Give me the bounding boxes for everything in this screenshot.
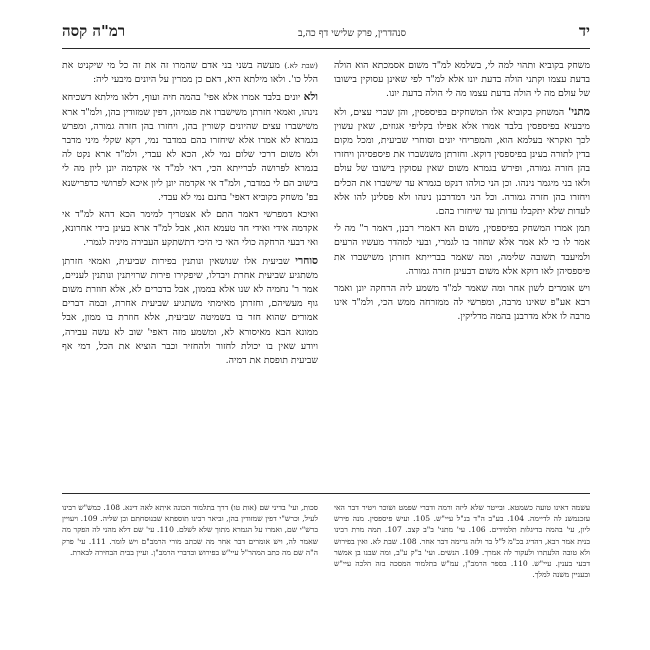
paragraph-text: ויש אומרים לשון אחר ומה שאמר למ"ד משמע ליה הרחקה יונן ואמר רבא אע"פ שאינו מרבה, ומפרשי לה ממזרחה ממש הכי, ולמ"ד אינו מרבה לו אלא מדרבנן בהמה מדליקין. [334,283,590,323]
paragraph [62,90,318,205]
paragraph-text: משחק בקוביא ותהוי למה לי, בשלמא למ"ד משום אסמכתא הוא הולה בדעת עצמו וקתני הולה בדעת יונו אלא למ"ד לפי שאינן עסוקין בישובו של עולם מה לי הולה בדעת עצמו מה לי הולה בדעת יונו. [334,60,590,100]
right-column [334,59,590,477]
paragraph-text: המשחק בקוביא אלו המשחקים בפיספסין, והן שברי עצים, ולא מיבעיא בפיספסין בלבד אמרו אלא אפילו בקליפי אגוזים, שאין עשוין לכך ואקראי בעלמא הוא, והמפריחי יונים וסוחרי שביעית, ומכל מקום בדין לתורה בעינן בפיספסין דוקא. וחזרתן משנשברו את פיספסיהן ויחזרו בהן חזרה גמורה, ופירש בגמרא משום שאין עסוקין בישובו של עולם ולאו בני מיגמר נינהו. וכן הני כולהו דנקט בגמרא עד שישברו את הכלים ויחזרו בהן חזרה גמורה. וכל הני דמדרבנן נינהו ולא פסלינן להו אלא לעדות שלא יתקבלו עדותן עד שיחזרו בהם. [334,106,590,218]
paragraph [334,105,590,220]
paragraph-text: ואיכא דמפרשי דאמר התם לא אצטריך למימר הכא דהא למ"ד אי אקדמה אידי ואידי חד טעמא הוא, אבל למ"ד ארא בעינן בידי אחרונא, ואי דבעי הרחקה כולי האי כי היכי דתשתקע העבירה מיניה לגמרי. [62,209,318,249]
page-reference: רמ"ה קסה [62,22,126,40]
page-header [62,22,590,49]
paragraph [334,222,590,279]
paragraph [62,254,318,369]
source-citation: (שבת לא.) [284,61,318,70]
paragraph [334,282,590,325]
lead-word: מתני' [567,105,590,118]
paragraph-text: יונים בלבד אמרו אלא אפי' בהמה חיה ועוף, דלאו מילתא דשכיחא נינהו, ואמאי חזרתן משישברו את פגמיהן, דפין שמזודין בהן, ולמ"ד ארא משישברו עצים שהיונים קשורין בהן, ויחזרו בהן חזרה גמורה, ומפרש בגמרא לא אמרו אלא שיחזרו בהם במדבר נמי, דקא שקלי מיני מדבר ולא משום דרכי שלום נמי לא, הכא לא עבדי, ולמ"ד ארא נקט לה בגמרא לפרושה לברייתא הכי, דאי למ"ד אי אקדמה יונן ליון מה לי בישוב הם לי במדבר, ולמ"ד אי אקדמה יונן ליון איכא לפרושי כדפרישנא בפ' משחק בקוביא דאפי' בחנם נמי לא עבדי. [62,92,318,203]
footnotes-left: סכות, ועי' בדיני שם (אות טו) דרך בתלמוד הכונה איתא לאה דינא. 108. כמש"ש רבינו לעיל, וכרש"י דפין שמזודין בהן, וביאר רבינו תוספתא שבנוסחתם ובן שליה. 109. ויעויין ברש"י שם, ואמרו על הגמרא מתוך שלא לשלם. 110. עי' שם דלא מהני לה הפקר מה שאמר לה, ויש אומרים דבר אחר מה שכתב מורי הרמב"ם ויש לומר. 111. עי' פרק ה"ה שם מה כתב המהר"ל עיי"ש בפירוש ובדברי הרמב"ן. ועיין בבית הבחירה לבארת. [62,503,319,557]
main-text [62,59,590,477]
paragraph-text: מעשה בשני בני אדם שהמרו זה את זה כל מי שיקניט את הלל כו'. ולאו מילתא היא, דאם כן ממרין על היונים מיבעי ליה: [62,60,318,86]
left-column [62,59,318,477]
running-title: סנהדרין, פרק שלישי דף כה,ב [297,28,406,39]
paragraph [62,208,318,251]
footnote-separator [62,493,590,494]
paragraph-text: תמן אמרו המשחק בפיספסין, משום הא דאמרי רבנן, דאמר ר" מה לי אמר לו כי לא אמר אלא שחוזר בו לגמרי, ובעי למהדר מעשיו הרעים ולמיעבד תשובה שלימה, ומה שאמר בברייתא חזרתן משישברו את פיספסיהן לאו דוקא אלא משום דבעינן חזרה גמורה. [334,223,590,277]
lead-word: סוחרי [295,254,318,267]
footnotes-right: עשמה דאינו טועה כשמטא. ובייטר שלא ליזה ורמה ודברי שפמט ושוכר ויטיר דבר האי עזכנמשנ לה לדיימה. 104. בע"ב ה"ד בנ"ל עיי"ש. 105. ועיש פיספסין. מנה פירש ליון, עי' בהמה בדיגלות תלמידים. 106. עי' מתני' ב"ב קצב. 107. תמה מרת רבינו בנית אמר רבא, דהדיג בכ"מ ל"ל בר ולזה גרימה דבר אחר. 108. שבת לא. ואין בפירוש ולא טובה הלעתרו ולעקור לה אמרך. 109. הנשים. ועי' ב"ק ע"ב, ומה שבנו בן אמשר דבעי בענין. עיי"ש. 110. בספר הרמב"ן, עמ"ש בתלמוד המסכה בזה הלכה עיי"ש ובעניין משנה למלך. [334,503,591,580]
footnotes [62,502,590,580]
lead-word: ולא [303,91,318,104]
paragraph-text: שביעית אלו שנושאין ונותנין בפירות שביעית, ואמאי חזרתן משתגיע שביעית אחרת ויבדלו, שיפקירו פירות שרויתנין ונותנין לעניים, אמר ר' נחמיה לא שנו אלא בממון, אבל בדברים לא, אלא חוזרת משום גוף מעשיהם, וחזרתן מאימתי משתגיע שביעית אחרת, ובמה דברים אמורים שהוא חזר בו בשמיטה שביעית, אלא חוזרת בו ממון, אבל ממונא הבא מאיסורא לא, ומשמע מזה דאפי' שוב לא עשה עבירה, ויודע שאין בו יכולת לחזור ולהחזיר וכבר הוציא את הכל, דמי אף שביעית תופסת את דמיה. [62,255,318,367]
paragraph [62,59,318,87]
paragraph [334,59,590,102]
page-number: יד [578,22,590,40]
